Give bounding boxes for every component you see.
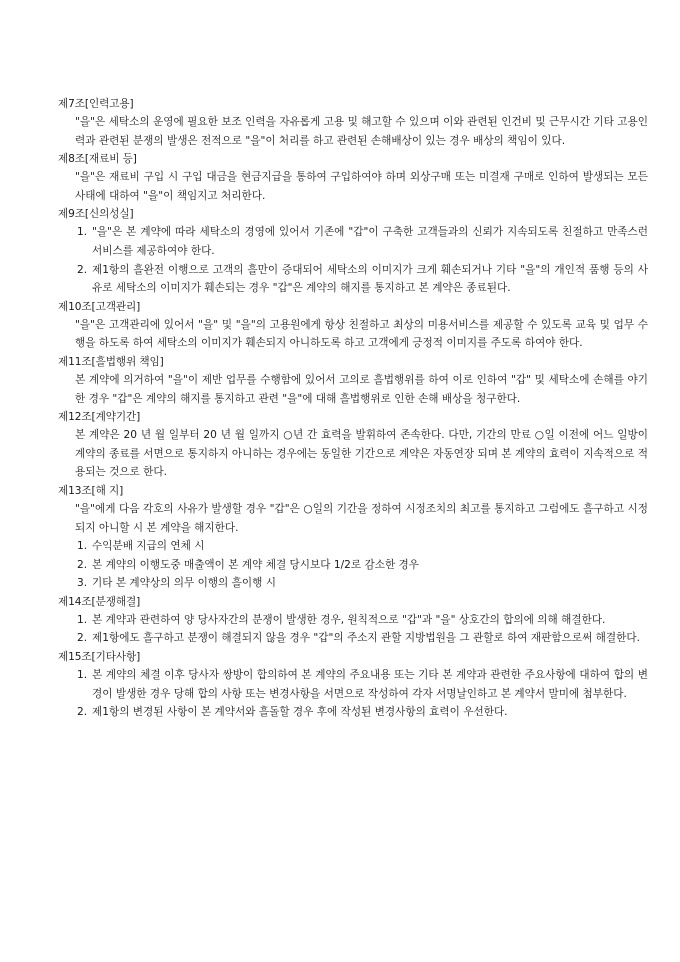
item-number: 2. (77, 263, 88, 276)
article-section (58, 205, 648, 297)
item-number: 3. (77, 577, 88, 590)
item-number: 1. (77, 540, 88, 553)
article-section (58, 593, 648, 648)
article-section (58, 298, 648, 353)
article-heading: 제13조[해 지] (58, 484, 124, 497)
article-paragraph: 본 계약에 의거하여 "을"이 제반 업무를 수행함에 있어서 고의로 흘법행위를 하여 이로 인하여 "갑" 및 세탁소에 손해를 야기한 경우 "갑"은 계약의 해지를 통지하고 관련 "을"에 대해 흘법행위로 인한 손해 배상을 청구한다. (75, 373, 648, 405)
article-heading: 제12조[계약기간] (58, 411, 141, 424)
item-text: 제1항의 변경된 사항이 본 계약서와 흘돌할 경우 후에 작성된 변경사항의 효력이 우선한다. (92, 706, 508, 719)
item-number: 1. (77, 669, 88, 682)
item-text: 제1항의 흘완전 이행으로 고객의 흘만이 증대되어 세탁소의 이미지가 크게 훼손되거나 기타 "을"의 개인적 품행 등의 사유로 세탁소의 이미지가 훼손되는 경우 "갑"은 계약의 해지를 통지하고 본 계약은 종료된다. (92, 263, 648, 295)
article-item (58, 629, 648, 648)
article-item (58, 666, 648, 703)
article-section (58, 648, 648, 722)
article-item (58, 537, 648, 556)
article-item-list (58, 611, 648, 648)
item-number: 2. (77, 632, 88, 645)
item-number: 1. (77, 613, 88, 626)
article-item-list (58, 537, 648, 593)
article-item (58, 611, 648, 630)
article-item (58, 574, 648, 593)
article-section (58, 353, 648, 408)
item-number: 1. (77, 226, 88, 239)
article-heading: 제15조[기타사항] (58, 651, 141, 664)
item-text: 제1항에도 흘구하고 분쟁이 해결되지 않을 경우 "갑"의 주소지 관할 지방법원을 그 관할로 하여 재판함으로써 해결한다. (92, 632, 640, 645)
article-paragraph: "을"은 세탁소의 운영에 필요한 보조 인력을 자유롭게 고용 및 해고할 수 있으며 이와 관련된 인건비 및 근무시간 기타 고용인력과 관련된 분쟁의 발생은 전적으로 "을"이 처리를 하고 관련된 손해배상이 있는 경우 배상의 책임이 있다. (75, 116, 648, 147)
article-item-list (58, 666, 648, 722)
article-item-list (58, 223, 648, 297)
article-item (58, 261, 648, 298)
article-item (58, 703, 648, 722)
item-number: 2. (77, 558, 88, 571)
item-text: 본 계약의 이행도중 매출액이 본 계약 체결 당시보다 1/2로 감소한 경우 (92, 558, 420, 571)
item-number: 2. (77, 706, 88, 719)
article-paragraph: "을"은 재료비 구입 시 구입 대금을 현금지급을 통하여 구입하여야 하며 외상구매 또는 미결재 구매로 인하여 발생되는 모든 사태에 대하여 "을"이 책임지고 처리한다. (75, 171, 648, 202)
article-section (58, 482, 648, 593)
article-heading: 제9조[신의성실] (58, 208, 134, 221)
article-section (58, 95, 648, 150)
article-heading: 제10조[고객관리] (58, 300, 141, 313)
contract-document (58, 95, 648, 722)
article-paragraph: 본 계약은 20 년 월 일부터 20 년 월 일까지 ○년 간 효력을 발휘하여 존속한다. 다만, 기간의 만료 ○일 이전에 어느 일방이 계약의 종료를 서면으로 통지하지 아니하는 경우에는 동일한 기간으로 계약은 자동연장 되며 본 계약의 효력이 지속적으로 적용되는 것으로 한다. (75, 429, 648, 479)
article-heading: 제11조[흘법행위 책임] (58, 355, 164, 368)
article-paragraph: "을"에게 다음 각호의 사유가 발생할 경우 "갑"은 ○일의 기간을 정하여 시정조치의 최고를 통지하고 그럼에도 흘구하고 시정되지 아니할 시 본 계약을 해지한다. (75, 502, 648, 534)
article-section (58, 408, 648, 482)
item-text: 수익분배 지급의 연체 시 (92, 540, 205, 553)
article-paragraph: "을"은 고객관리에 있어서 "을" 및 "을"의 고용원에게 항상 친절하고 최상의 미용서비스를 제공할 수 있도록 교육 및 업무 수행을 하도록 하여 세탁소의 이미지가 훼손되지 아니하도록 하고 고객에게 긍정적 이미지를 주도록 하여야 한다. (75, 318, 648, 350)
item-text: 본 계약과 관련하여 양 당사자간의 분쟁이 발생한 경우, 원칙적으로 "갑"과 "을" 상호간의 합의에 의해 해결한다. (92, 613, 606, 626)
article-item (58, 223, 648, 260)
article-heading: 제7조[인력고용] (58, 98, 134, 110)
article-section (58, 150, 648, 205)
item-text: "을"은 본 계약에 따라 세탁소의 경영에 있어서 기존에 "갑"이 구축한 고객들과의 신뢰가 지속되도록 친절하고 만족스런 서비스를 제공하여야 한다. (92, 226, 648, 257)
article-item (58, 556, 648, 575)
item-text: 기타 본 계약상의 의무 이행의 흘이행 시 (92, 577, 276, 590)
article-heading: 제14조[분쟁해결] (58, 595, 141, 608)
item-text: 본 계약의 체결 이후 당사자 쌍방이 합의하여 본 계약의 주요내용 또는 기타 본 계약과 관련한 주요사항에 대하여 합의 변경이 발생한 경우 당해 합의 사항 또는 변경사항을 서면으로 작성하여 각자 서명날인하고 본 계약서 말미에 첨부한다. (92, 669, 648, 700)
article-heading: 제8조[재료비 등] (58, 153, 137, 166)
